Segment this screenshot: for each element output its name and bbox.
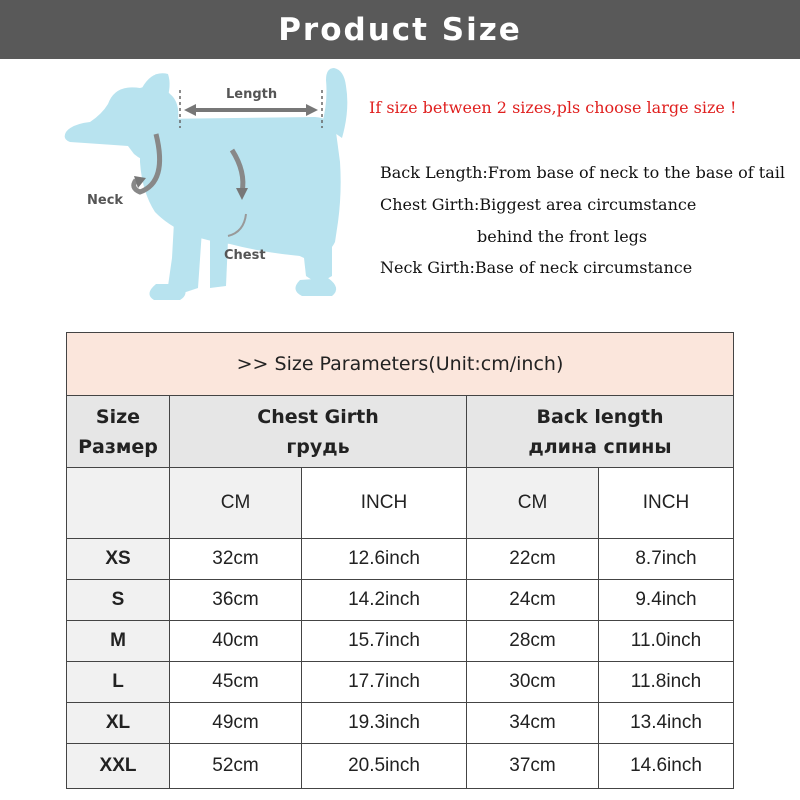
chest-inch-unit: INCH <box>302 468 467 539</box>
size-advice-note: If size between 2 sizes,pls choose large size ! <box>369 98 737 117</box>
chest-cm-cell: 49cm <box>170 703 302 744</box>
header-banner <box>0 0 800 59</box>
table-row <box>67 662 734 703</box>
neck-girth-description: Neck Girth:Base of neck circumstance <box>380 258 693 277</box>
table-row <box>67 580 734 621</box>
table-row <box>67 621 734 662</box>
chest-girth-description-cont: behind the front legs <box>477 227 648 246</box>
back-cm-cell: 24cm <box>467 580 599 621</box>
page-title: Product Size <box>278 11 522 48</box>
size-header-ru: Размер <box>78 435 158 458</box>
back-inch-cell: 11.8inch <box>599 662 734 703</box>
unit-row <box>67 468 734 539</box>
back-header-ru: длина спины <box>528 435 672 458</box>
length-label: Length <box>226 87 278 102</box>
back-cm-unit: CM <box>467 468 599 539</box>
chest-inch-cell: 12.6inch <box>302 539 467 580</box>
table-title-row <box>67 333 734 396</box>
back-inch-unit: INCH <box>599 468 734 539</box>
chest-inch-cell: 15.7inch <box>302 621 467 662</box>
back-cm-cell: 34cm <box>467 703 599 744</box>
chest-inch-cell: 19.3inch <box>302 703 467 744</box>
chest-header-ru: грудь <box>286 435 350 458</box>
back-cm-cell: 28cm <box>467 621 599 662</box>
chest-inch-cell: 14.2inch <box>302 580 467 621</box>
chest-girth-header <box>170 396 467 468</box>
size-cell: XS <box>67 539 170 580</box>
chest-cm-cell: 45cm <box>170 662 302 703</box>
size-header-en: Size <box>95 405 141 428</box>
chest-cm-cell: 36cm <box>170 580 302 621</box>
dog-silhouette <box>65 68 348 300</box>
size-chart-table <box>66 332 734 789</box>
chest-cm-cell: 32cm <box>170 539 302 580</box>
chest-cm-unit: CM <box>170 468 302 539</box>
chest-cm-cell: 52cm <box>170 744 302 789</box>
table-row <box>67 744 734 789</box>
size-cell: M <box>67 621 170 662</box>
size-cell: XXL <box>67 744 170 789</box>
back-inch-cell: 9.4inch <box>599 580 734 621</box>
chest-girth-description: Chest Girth:Biggest area circumstance <box>380 195 697 214</box>
neck-label: Neck <box>87 193 124 208</box>
size-cell: XL <box>67 703 170 744</box>
back-inch-cell: 14.6inch <box>599 744 734 789</box>
back-cm-cell: 22cm <box>467 539 599 580</box>
unit-blank-cell <box>67 468 170 539</box>
size-header <box>67 396 170 468</box>
back-inch-cell: 8.7inch <box>599 539 734 580</box>
table-header-row <box>67 396 734 468</box>
back-header-en: Back length <box>536 405 664 428</box>
chest-header-en: Chest Girth <box>257 405 379 428</box>
dog-illustration <box>60 62 370 322</box>
chest-inch-cell: 20.5inch <box>302 744 467 789</box>
back-length-description: Back Length:From base of neck to the base of tail <box>380 163 785 182</box>
size-cell: L <box>67 662 170 703</box>
back-cm-cell: 37cm <box>467 744 599 789</box>
chest-inch-cell: 17.7inch <box>302 662 467 703</box>
table-row <box>67 703 734 744</box>
chest-label: Chest <box>224 248 266 263</box>
back-length-header <box>467 396 734 468</box>
table-row <box>67 539 734 580</box>
back-inch-cell: 11.0inch <box>599 621 734 662</box>
chest-cm-cell: 40cm <box>170 621 302 662</box>
table-title: >> Size Parameters(Unit:cm/inch) <box>67 333 734 396</box>
dog-measurement-diagram <box>60 62 370 322</box>
size-cell: S <box>67 580 170 621</box>
back-cm-cell: 30cm <box>467 662 599 703</box>
back-inch-cell: 13.4inch <box>599 703 734 744</box>
